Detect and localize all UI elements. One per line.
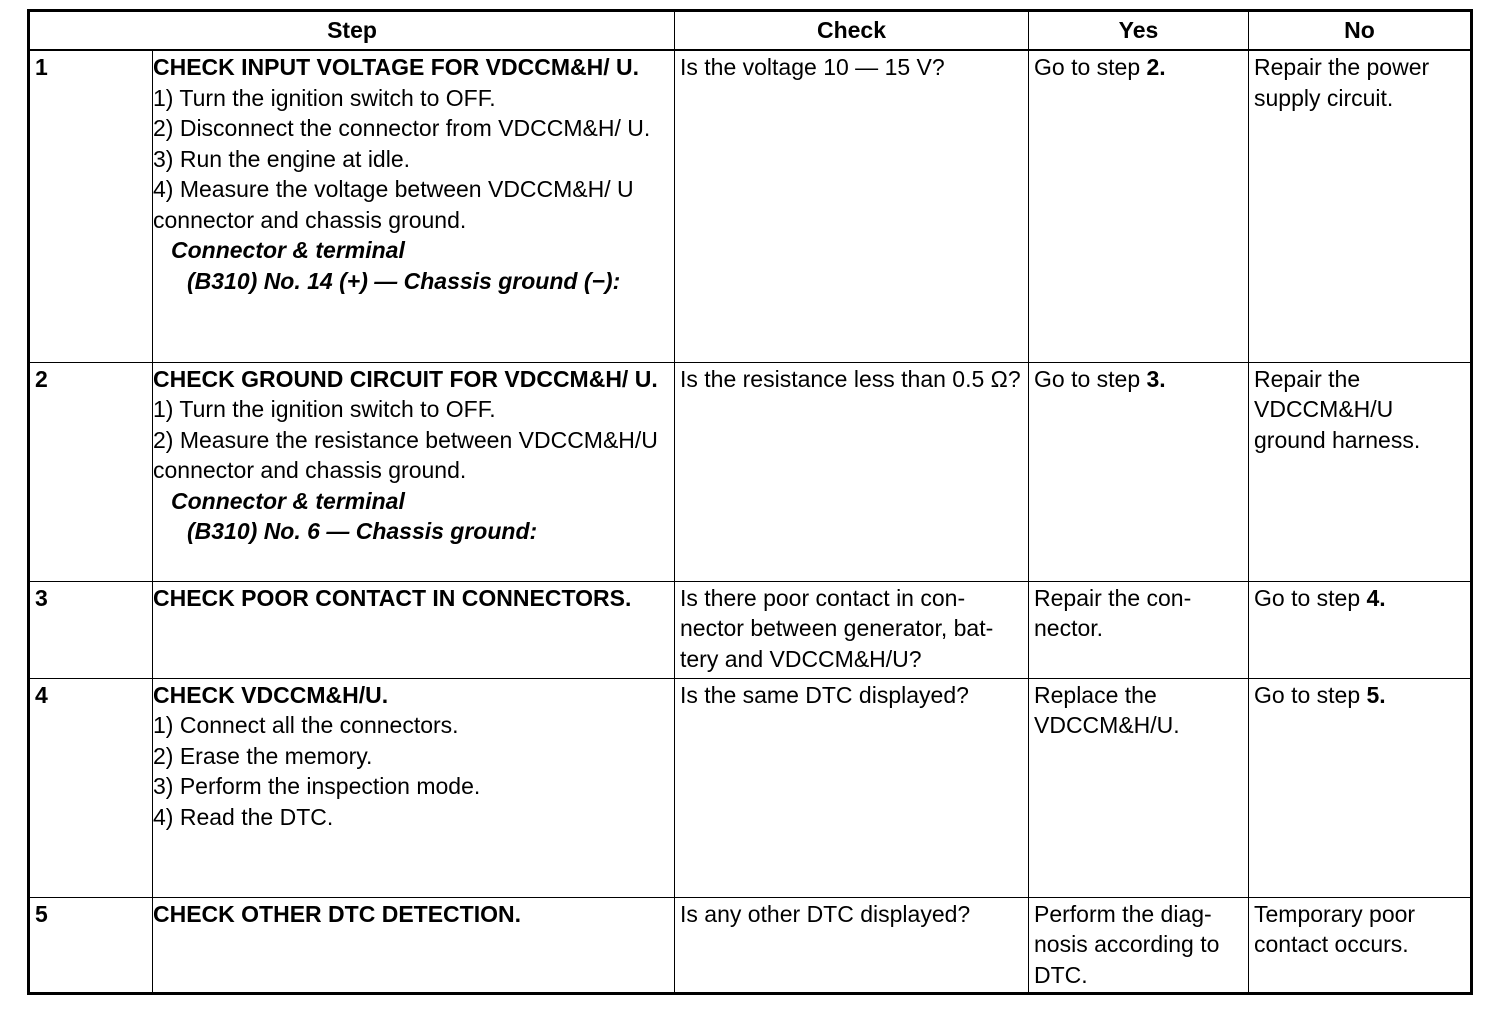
yes-cell <box>1029 50 1249 362</box>
no-cell <box>1249 50 1472 362</box>
check-cell: Is the resistance less than 0.5 Ω? <box>675 362 1029 581</box>
yes-text: Perform the diag- nosis according to DTC. <box>1034 900 1220 988</box>
substep: 2) Measure the resistance between VDCCM&H/U connector and chassis ground. <box>153 426 658 483</box>
substep: 3) Run the engine at idle. <box>153 145 411 172</box>
header-no: No <box>1249 11 1472 51</box>
no-cell <box>1249 581 1472 678</box>
step-title: CHECK OTHER DTC DETECTION. <box>153 900 521 927</box>
yes-cell <box>1029 581 1249 678</box>
connector-label: Connector & terminal <box>171 237 405 263</box>
table-row <box>29 362 1472 581</box>
no-text: Go to step <box>1254 681 1367 708</box>
check-cell: Is there poor contact in con- nector between generator, bat- tery and VDCCM&H/U? <box>675 581 1029 678</box>
header-row <box>29 11 1472 51</box>
no-text: Repair the VDCCM&H/U ground harness. <box>1254 365 1421 453</box>
check-cell: Is the same DTC displayed? <box>675 678 1029 897</box>
step-title: CHECK INPUT VOLTAGE FOR VDCCM&H/ U. <box>153 54 639 80</box>
yes-step-ref: 2. <box>1146 54 1166 80</box>
diagnostic-table <box>27 9 1473 995</box>
step-description <box>153 581 675 678</box>
table-row <box>29 678 1472 897</box>
step-number: 1 <box>29 50 153 362</box>
no-text: Repair the power supply circuit. <box>1254 54 1430 111</box>
step-number: 5 <box>29 897 153 993</box>
step-title: CHECK POOR CONTACT IN CONNECTORS. <box>153 584 632 611</box>
step-number: 4 <box>29 678 153 897</box>
step-description <box>153 50 675 362</box>
substep: 2) Erase the memory. <box>153 742 373 769</box>
yes-text: Go to step <box>1034 365 1147 392</box>
step-number: 3 <box>29 581 153 678</box>
substep: 1) Turn the ignition switch to OFF. <box>153 84 496 111</box>
step-description <box>153 897 675 993</box>
no-step-ref: 4. <box>1366 584 1386 611</box>
substep: 4) Measure the voltage between VDCCM&H/ U connector and chassis ground. <box>153 176 634 233</box>
yes-step-ref: 3. <box>1146 365 1166 392</box>
substep: 1) Turn the ignition switch to OFF. <box>153 396 496 422</box>
yes-text: Go to step <box>1034 54 1147 80</box>
yes-text: Replace the VDCCM&H/U. <box>1034 681 1180 738</box>
substep: 2) Disconnect the connector from VDCCM&H/ U. <box>153 115 651 141</box>
table-row <box>29 581 1472 678</box>
table-row <box>29 50 1472 362</box>
substep: 3) Perform the inspection mode. <box>153 773 481 799</box>
no-cell <box>1249 897 1472 993</box>
no-text: Go to step <box>1254 584 1367 611</box>
no-cell <box>1249 362 1472 581</box>
header-check: Check <box>675 11 1029 51</box>
terminal-spec: (B310) No. 6 — Chassis ground: <box>187 518 538 544</box>
table-row <box>29 897 1472 993</box>
connector-label: Connector & terminal <box>171 487 405 514</box>
no-step-ref: 5. <box>1366 681 1386 708</box>
yes-cell <box>1029 362 1249 581</box>
no-cell <box>1249 678 1472 897</box>
substep: 4) Read the DTC. <box>153 803 334 830</box>
step-description <box>153 678 675 897</box>
no-text: Temporary poor contact occurs. <box>1254 900 1416 957</box>
yes-cell <box>1029 678 1249 897</box>
yes-cell <box>1029 897 1249 993</box>
check-cell: Is any other DTC displayed? <box>675 897 1029 993</box>
step-title: CHECK VDCCM&H/U. <box>153 681 389 708</box>
step-description <box>153 362 675 581</box>
check-cell: Is the voltage 10 — 15 V? <box>675 50 1029 362</box>
step-title: CHECK GROUND CIRCUIT FOR VDCCM&H/ U. <box>153 365 658 392</box>
terminal-spec: (B310) No. 14 (+) — Chassis ground (−): <box>187 267 621 294</box>
header-yes: Yes <box>1029 11 1249 51</box>
step-number: 2 <box>29 362 153 581</box>
substep: 1) Connect all the connectors. <box>153 712 459 738</box>
yes-text: Repair the con- nector. <box>1034 584 1192 641</box>
header-step: Step <box>29 11 675 51</box>
